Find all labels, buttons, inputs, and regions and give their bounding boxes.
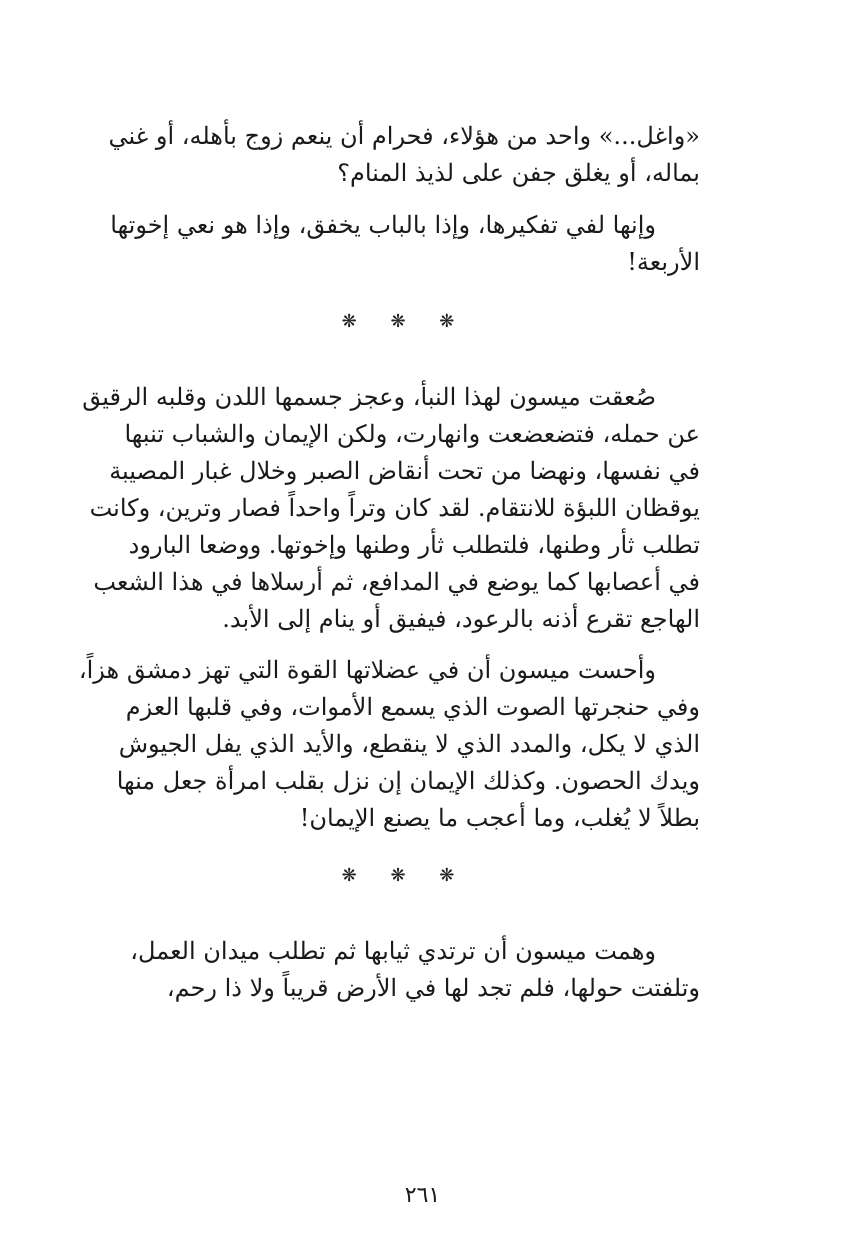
- text-line: وإنها لفي تفكيرها، وإذا بالباب يخفق، وإذا هو نعي إخوتها: [110, 211, 656, 239]
- text-line: بطلاً لا يُغلب، وما أعجب ما يصنع الإيمان!: [299, 804, 700, 832]
- section-divider: ❋ ❋ ❋: [341, 865, 469, 886]
- page-body: [78, 118, 700, 1007]
- text-line: يوقظان اللبؤة للانتقام. لقد كان وتراً واحداً فصار وترين، وكانت: [89, 494, 700, 522]
- text-line: صُعقت ميسون لهذا النبأ، وعجز جسمها اللدن وقلبه الرقيق: [82, 383, 656, 411]
- text-line: عن حمله، فتضعضعت وانهارت، ولكن الإيمان والشباب تنبها: [124, 420, 700, 448]
- text-line: بماله، أو يغلق جفن على لذيذ المنام؟: [337, 159, 700, 187]
- text-line: وأحست ميسون أن في عضلاتها القوة التي تهز دمشق هزاً،: [78, 656, 656, 684]
- page-number: ٢٦١: [404, 1183, 441, 1208]
- text-line: وهمت ميسون أن ترتدي ثيابها ثم تطلب ميدان العمل،: [130, 937, 656, 965]
- text-line: الأربعة!: [627, 248, 700, 276]
- paragraph-3: [82, 379, 700, 638]
- text-line: الذي لا يكل، والمدد الذي لا ينقطع، والأيد الذي يفل الجيوش: [118, 730, 700, 758]
- text-line: الهاجع تقرع أذنه بالرعود، فيفيق أو ينام إلى الأبد.: [222, 605, 700, 633]
- paragraph-5: [110, 933, 700, 1007]
- text-line: في نفسها، ونهضا من تحت أنقاض الصبر وخلال غبار المصيبة: [109, 457, 700, 485]
- paragraph-1: [110, 118, 700, 192]
- text-line: ويدك الحصون. وكذلك الإيمان إن نزل بقلب امرأة جعل منها: [116, 767, 700, 795]
- text-line: في أعصابها كما يوضع في المدافع، ثم أرسلاها في هذا الشعب: [93, 568, 700, 596]
- text-line: وفي حنجرتها الصوت الذي يسمع الأموات، وفي قلبها العزم: [125, 693, 700, 721]
- section-divider: ❋ ❋ ❋: [341, 311, 469, 332]
- paragraph-2: [110, 207, 700, 281]
- text-line: وتلفتت حولها، فلم تجد لها في الأرض قريباً ولا ذا رحم،: [166, 974, 700, 1002]
- text-line: «واغل...» واحد من هؤلاء، فحرام أن ينعم زوج بأهله، أو غني: [108, 122, 700, 150]
- paragraph-4: [78, 652, 700, 837]
- text-line: تطلب ثأر وطنها، فلتطلب ثأر وطنها وإخوتها. ووضعا البارود: [128, 531, 700, 559]
